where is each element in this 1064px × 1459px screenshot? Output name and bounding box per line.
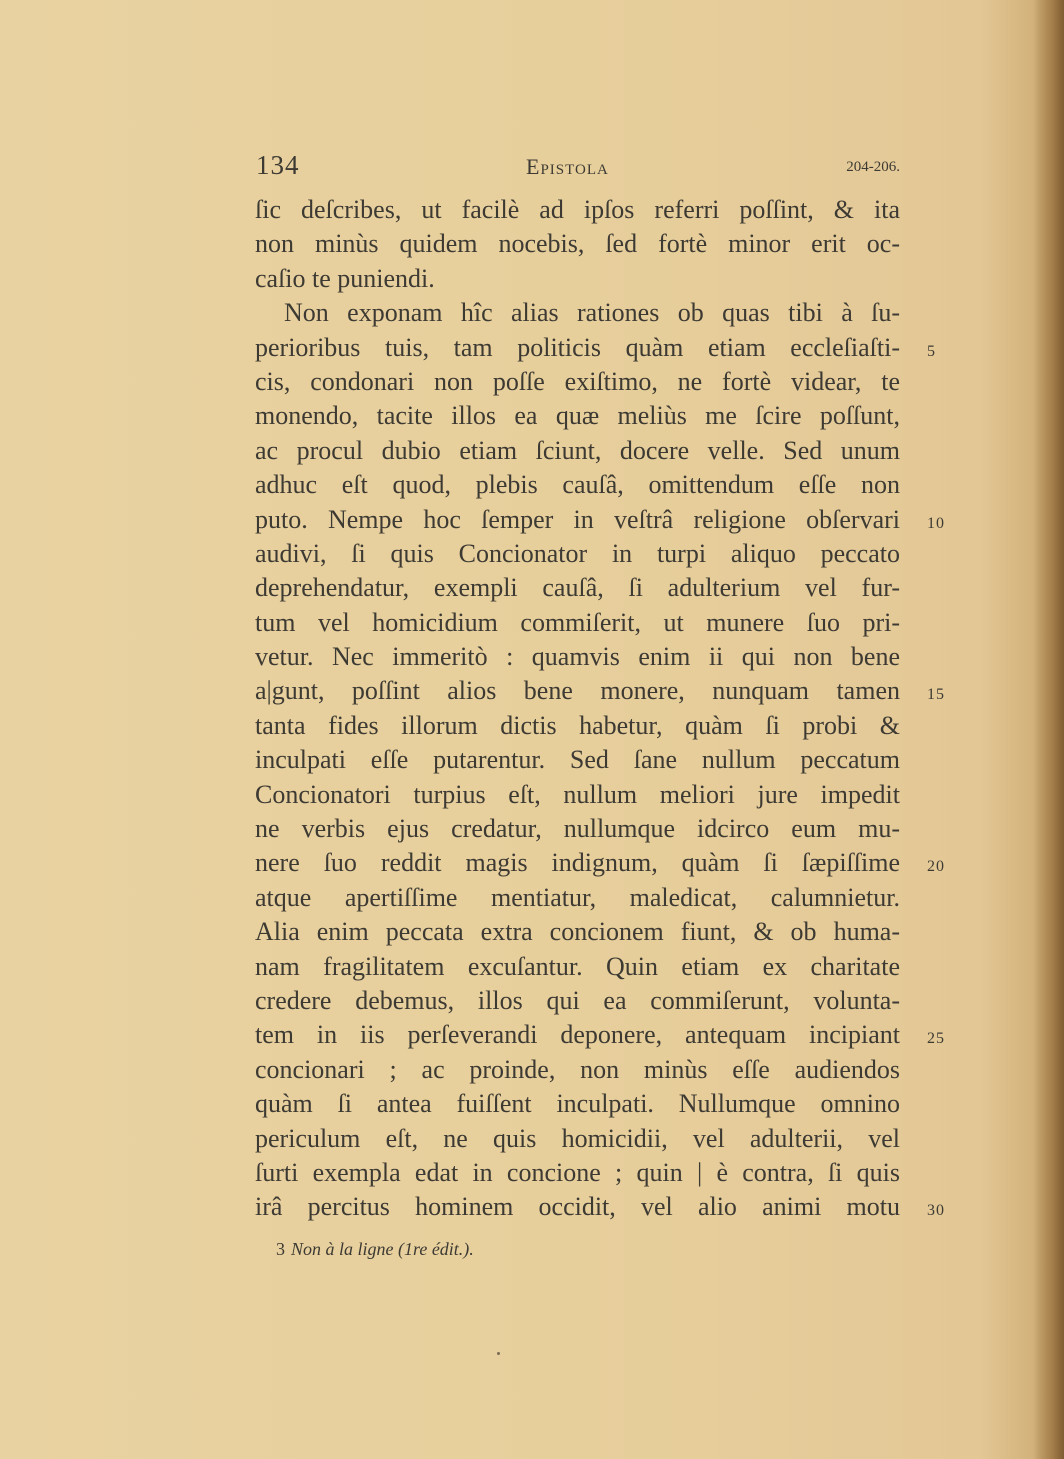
text-line (255, 950, 900, 984)
line-text: nam fragilitatem excuſantur. Quin etiam ex charitate (255, 951, 900, 981)
line-text: quàm ſi antea fuiſſent inculpati. Nullumque omnino (255, 1089, 900, 1119)
text-line (255, 984, 900, 1018)
line-text: Alia enim peccata extra concionem fiunt, & ob huma- (255, 917, 900, 947)
text-line (255, 193, 900, 227)
text-line (255, 1156, 900, 1190)
text-line (255, 399, 900, 433)
text-line (255, 331, 936, 365)
text-line (255, 365, 900, 399)
text-line (255, 1087, 900, 1121)
line-text: tanta fides illorum dictis habetur, quàm ſi probi & (255, 710, 900, 740)
line-text: ſic deſcribes, ut facilè ad ipſos referri poſſint, & ita (255, 195, 900, 224)
line-text: periculum eſt, ne quis homicidii, vel adulterii, vel (255, 1123, 900, 1153)
line-text: audivi, ſi quis Concionator in turpi aliquo peccato (255, 538, 900, 568)
line-text: concionari ; ac proinde, non minùs eſſe audiendos (255, 1054, 900, 1084)
text-line (255, 674, 945, 708)
line-text: monendo, tacite illos ea quæ meliùs me ſcire poſſunt, (255, 401, 900, 431)
footnote (276, 1239, 474, 1260)
line-text: inculpati eſſe putarentur. Sed ſane nullum peccatum (255, 745, 900, 775)
paper-speck (497, 1352, 500, 1355)
line-text: Concionatori turpius eſt, nullum meliori jure impedit (255, 779, 900, 809)
line-text: a|gunt, poſſint alios bene monere, nunquam tamen (255, 676, 900, 706)
line-text: irâ percitus hominem occidit, vel alio animi motu (255, 1192, 900, 1222)
page-edge-shadow (1034, 0, 1064, 1459)
line-number: 10 (927, 514, 945, 532)
line-text: adhuc eſt quod, plebis cauſâ, omittendum eſſe non (255, 470, 900, 500)
text-line (255, 296, 900, 330)
text-line (255, 537, 900, 571)
text-line (255, 606, 900, 640)
text-line (255, 503, 945, 537)
line-text: perioribus tuis, tam politicis quàm etiam eccleſiaſti- (255, 332, 900, 362)
line-text: ne verbis ejus credatur, nullumque idcirco eum mu- (255, 814, 900, 844)
line-text: tem in iis perſeverandi deponere, antequam incipiant (255, 1020, 900, 1050)
line-text: Non exponam hîc alias rationes ob quas tibi à ſu- (284, 298, 900, 328)
footnote-text: Non à la ligne (1re édit.). (291, 1239, 474, 1259)
text-line (255, 812, 900, 846)
text-line (255, 778, 900, 812)
text-line (255, 468, 900, 502)
line-text: tum vel homicidium commiſerit, ut munere ſuo pri- (255, 607, 900, 637)
text-line (255, 227, 900, 261)
line-number: 5 (927, 342, 936, 360)
line-text: cis, condonari non poſſe exiſtimo, ne fortè videar, te (255, 366, 900, 396)
line-number: 30 (927, 1202, 945, 1220)
line-text: non minùs quidem nocebis, ſed fortè minor erit oc- (255, 229, 900, 259)
line-text: caſio te puniendi. (255, 263, 435, 293)
text-line (255, 709, 900, 743)
text-line (255, 262, 900, 296)
line-number: 20 (927, 858, 945, 876)
running-header (256, 150, 900, 190)
text-line (255, 1190, 945, 1224)
line-text: vetur. Nec immeritò : quamvis enim ii qui non bene (255, 642, 900, 672)
text-line (255, 1053, 900, 1087)
text-line (255, 881, 900, 915)
text-line (255, 1018, 945, 1052)
text-line (255, 846, 945, 880)
text-line (255, 915, 900, 949)
line-text: ſurti exempla edat in concione ; quin | è contra, ſi quis (255, 1157, 900, 1187)
page-number: 134 (256, 150, 300, 180)
body-text (255, 193, 945, 1225)
line-number: 15 (927, 686, 945, 704)
text-line (255, 640, 900, 674)
line-text: atque apertiſſime mentiatur, maledicat, calumnietur. (255, 882, 900, 912)
text-line (255, 743, 900, 777)
line-text: nere ſuo reddit magis indignum, quàm ſi ſæpiſſime (255, 848, 900, 878)
section-reference: 204-206. (846, 159, 900, 175)
line-text: puto. Nempe hoc ſemper in veſtrâ religione obſervari (255, 504, 900, 534)
text-line (255, 1122, 900, 1156)
line-number: 25 (927, 1030, 945, 1048)
line-text: credere debemus, illos qui ea commiſerunt, volunta- (255, 985, 900, 1015)
text-line (255, 434, 900, 468)
running-title: Epistola (526, 154, 609, 179)
line-text: ac procul dubio etiam ſciunt, docere velle. Sed unum (255, 435, 900, 465)
line-text: deprehendatur, exempli cauſâ, ſi adulterium vel fur- (255, 573, 900, 603)
text-line (255, 571, 900, 605)
footnote-number: 3 (276, 1239, 285, 1259)
